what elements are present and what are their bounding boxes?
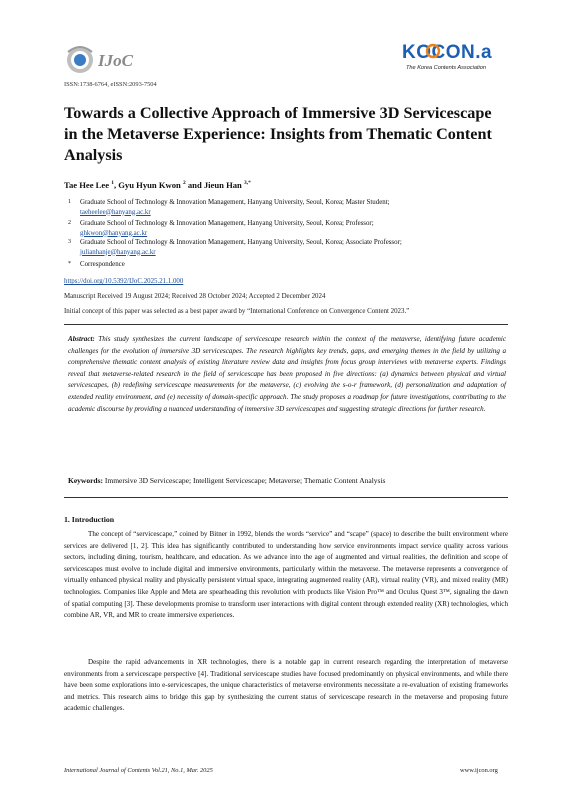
body-paragraph-1: The concept of “servicescape,” coined by Bitner in 1992, blends the words “service” and “scape” (space) to describe the built environment where services are delivered [1, 2]. This idea has significantly contributed to understanding how service environments impact service quality across various sectors, including dining, tourism, healthcare, and education. As we advance into the age of augmented and virtual realities, the definition and scope of servicescapes must evolve to include digital and immersive environments, particularly within the metaverse. The metaverse represents a convergence of virtually enhanced physical reality and physically persistent virtual space, integrating augmented reality (AR), virtual reality (VR), and mixed reality (MR) technologies. Companies like Apple and Meta are spearheading this revolution with products like Vision Pro™ and Oculus Quest 3™, signaling the dawn of spatial computing [3]. These developments promise to transform user interactions with digital content through extended reality (XR) technologies, which combine AR, VR, and MR to create immersive experiences. <box>64 530 508 620</box>
affiliation-correspondence <box>68 260 513 270</box>
abstract <box>68 334 506 415</box>
author-2-sup: 2 <box>182 180 186 187</box>
divider <box>64 497 508 498</box>
affiliation-num: 2 <box>68 220 71 226</box>
abstract-text: This study synthesizes the current landscape of servicescape research within the context of the metaverse, identifying future academic challenges for the evolution of immersive 3D servicescapes. The research highlights key trends, gaps, and emerging themes in the field by utilizing a comprehensive thematic content analysis of existing literature review data and insights from focus group interviews with metaverse experts. Findings reveal that metaverse-related research in the field of servicescape has been proposed in five directions: (a) dynamics between physical and virtual servicescapes, (b) redefining servicescape measurements for the metaverse, (c) evolving the s-o-r framework, (d) personalization and adaptation of extended reality environment, and (e) necessity of domain-specific approach. The study proposes a roadmap for future investigations, contributing to the academic discourse by providing a nuanced understanding of immersive 3D servicescapes and suggesting strategic directions for further research. <box>68 335 506 413</box>
affiliation-2 <box>68 219 513 238</box>
manuscript-dates: Manuscript Received 19 August 2024; Received 28 October 2024; Accepted 2 December 2024 <box>64 293 326 300</box>
keywords <box>68 476 385 485</box>
author-2: Gyu Hyun Kwon <box>118 180 181 190</box>
publisher-logo-text: KOCON.a <box>402 42 493 63</box>
ijoc-logo <box>62 40 172 80</box>
author-email-link[interactable]: ghkwon@hanyang.ac.kr <box>80 229 148 237</box>
abstract-label: Abstract: <box>68 335 95 343</box>
issn: ISSN:1738-6764, eISSN:2093-7504 <box>64 81 157 88</box>
affiliation-3 <box>68 238 513 257</box>
keywords-text: Immersive 3D Servicescape; Intelligent Servicescape; Metaverse; Thematic Content Analysis <box>104 476 386 485</box>
affiliation-num: 1 <box>68 199 71 205</box>
affiliation-text: Graduate School of Technology & Innovation Management, Hanyang University, Seoul, Korea; Master Student; <box>80 199 390 206</box>
body-paragraph-2: Despite the rapid advancements in XR technologies, there is a notable gap in current research regarding the interpretation of metaverse environments from a servicescape perspective [4]. Traditional servicescape studies have focused predominantly on physical environments, and while there have been some explorations into e-servicescapes, the unique characteristics of metaverse environments necessitate a re-evaluation of existing frameworks and metrics. This research aims to bridge this gap by synthesizing the current status of servicescape research in the metaverse and proposing future academic challenges. <box>64 658 508 713</box>
authors <box>64 180 251 190</box>
footer-journal: International Journal of Contents Vol.21, No.1, Mar. 2025 <box>64 767 213 774</box>
affiliation-num: 3 <box>68 239 71 245</box>
affiliation-1 <box>68 198 513 217</box>
footer-url[interactable]: www.ijcon.org <box>460 767 498 774</box>
author-email-link[interactable]: julianhanje@hanyang.ac.kr <box>80 248 156 256</box>
divider <box>64 324 508 325</box>
author-3: Jieun Han <box>203 180 242 190</box>
doi-link[interactable]: https://doi.org/10.5392/IJoC.2025.21.1.000 <box>64 278 184 285</box>
journal-logo-text: IJoC <box>98 51 133 70</box>
affiliation-text: Graduate School of Technology & Innovation Management, Hanyang University, Seoul, Korea; Associate Professor; <box>80 239 402 246</box>
keywords-label: Keywords: <box>68 476 103 485</box>
author-sep-1: , <box>113 180 119 190</box>
initial-concept-note: Initial concept of this paper was selected as a best paper award by “International Conference on Convergence Content 2023.” <box>64 308 410 315</box>
section-heading: 1. Introduction <box>64 515 115 524</box>
kocon-logo <box>400 38 515 74</box>
author-1: Tae Hee Lee <box>64 180 110 190</box>
affiliation-num: * <box>68 261 71 267</box>
publisher-tagline: The Korea Contents Association <box>406 65 487 71</box>
author-3-sup: 3,* <box>244 180 251 187</box>
author-email-link[interactable]: taeheelee@hanyang.ac.kr <box>80 208 151 216</box>
paper-title: Towards a Collective Approach of Immersive 3D Servicescape in the Metaverse Experience: Insights from Thematic Content Analysis <box>64 104 492 164</box>
author-1-sup: 1 <box>111 180 114 187</box>
affiliation-text: Graduate School of Technology & Innovation Management, Hanyang University, Seoul, Korea; Professor; <box>80 220 374 227</box>
author-sep-2: and <box>185 180 204 190</box>
affiliation-text: Correspondence <box>80 261 125 268</box>
